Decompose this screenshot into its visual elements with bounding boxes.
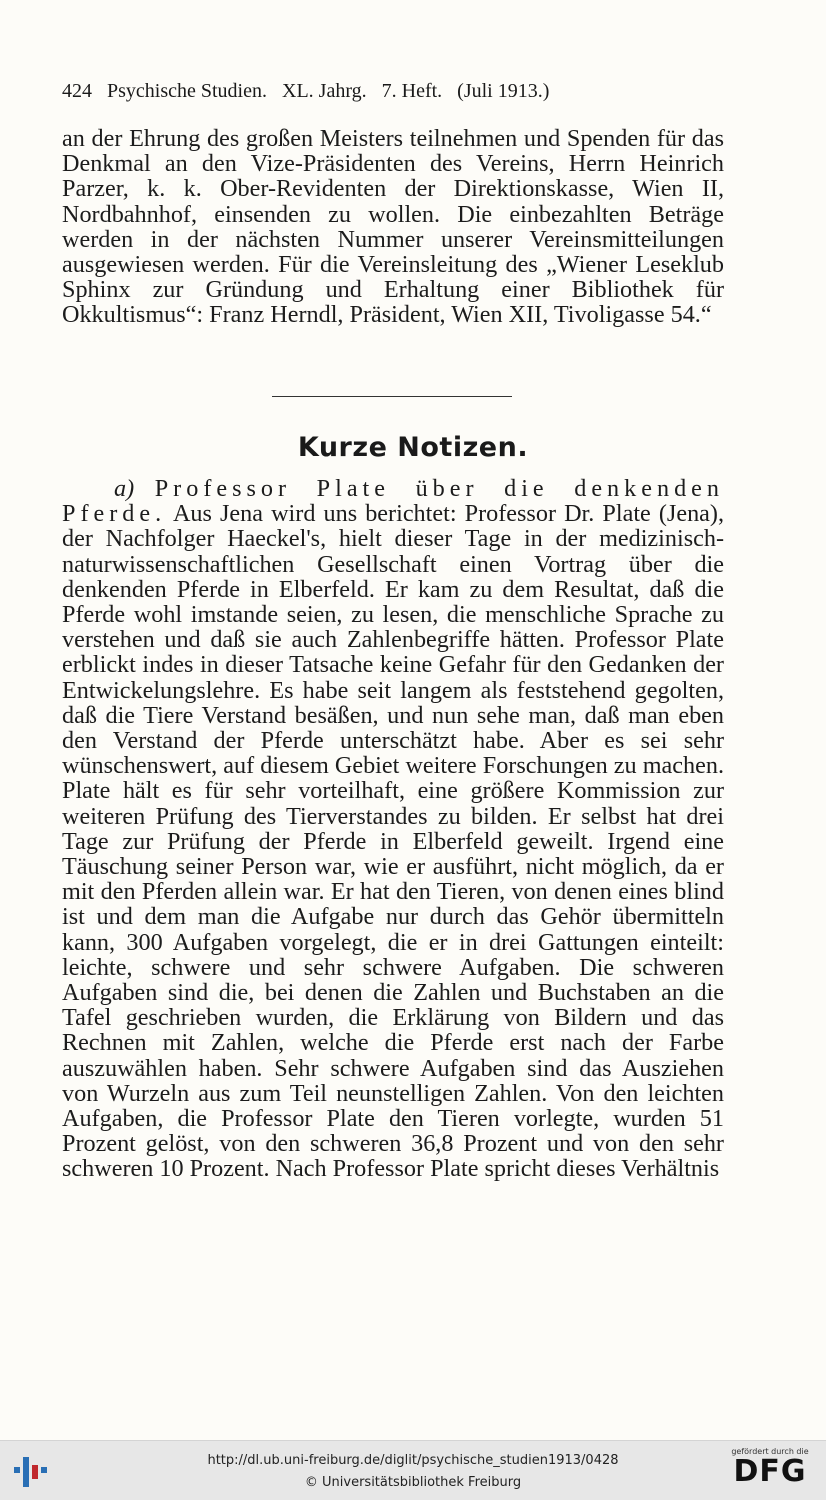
copyright-text: © Universitätsbibliothek Freiburg <box>304 1475 522 1490</box>
article-label: a) <box>114 475 135 502</box>
page-number: 424 <box>62 80 92 102</box>
article-body: Aus Jena wird uns berichtet: Professor Dr. Plate (Jena), der Nachfolger Haeckel's, hielt dieser Tage in der medizinisch-naturwissenschaftlichen Gesellschaft einen Vortrag über die denkenden Pferde in Elberfeld. Er kam zu dem Resultat, daß die Pferde wohl imstande seien, zu lesen, die menschliche Sprache zu verstehen und daß sie auch Zahlenbegriffe hätten. Professor Plate erblickt indes in dieser Tatsache keine Gefahr für den Gedanken der Entwickelungslehre. Es habe seit langem als feststehend gegolten, daß die Tiere Verstand besäßen, und nun sehe man, daß man eben den Verstand der Pferde unterschätzt habe. Aber es sei sehr wünschenswert, auf diesem Gebiet weitere Forschungen zu machen. Plate hält es für sehr vorteilhaft, eine größere Kommission zur weiteren Prüfung des Tierverstandes zu bilden. Er selbst hat drei Tage zur Prüfung der Pferde in Elberfeld geweilt. Irgend eine Täuschung seiner Person war, wie er ausführt, nicht möglich, da er mit den Pferden allein war. Er hat den Tieren, von denen eines blind ist und dem man die Aufgabe nur durch das Gehör übermitteln kann, 300 Aufgaben vorgelegt, die er in drei Gattungen einteilt: leichte, schwere und sehr schwere Aufgaben. Die schweren Aufgaben sind die, bei denen die Zahlen und Buchstaben an die Tafel geschrieben wurden, die Erklärung von Bildern und das Rechnen mit Zahlen, welche die Pferde erst nach der Farbe auszuwählen haben. Sehr schwere Aufgaben sind das Ausziehen von Wurzeln aus zum Teil neunstelligen Zahlen. Von den leichten Aufgaben, die Professor Plate den Tieren vorlegte, wurden 51 Prozent gelöst, von den schweren 36,8 Prozent und von den sehr schweren 10 Prozent. Nach Professor Plate spricht dieses Verhältnis <box>62 500 725 1183</box>
journal-title: Psychische Studien. <box>107 80 267 102</box>
section-title: Kurze Notizen. <box>297 432 529 463</box>
article-heading: Professor Plate über die denkenden Pferde. <box>62 475 724 528</box>
volume: XL. Jahrg. <box>282 80 367 102</box>
issue-date: (Juli 1913.) <box>457 80 550 102</box>
running-header <box>62 80 722 103</box>
source-url-link[interactable]: http://dl.ub.uni-freiburg.de/diglit/psychische_studien1913/0428 <box>207 1453 619 1468</box>
intro-paragraph: an der Ehrung des großen Meisters teilnehmen und Spenden für das Denkmal an den Vize-Präsidenten des Vereins, Herrn Heinrich Parzer, k. k. Ober-Revidenten der Direktionskasse, Wien II, Nordbahnhof, einsenden zu wollen. Die einbezahlten Beträge werden in der nächsten Nummer unserer Vereinsmitteilungen ausgewiesen werden. Für die Vereinsleitung des „Wiener Leseklub Sphinx zur Gründung und Erhaltung einer Bibliothek für Okkultismus“: Franz Herndl, Präsident, Wien XII, Tivoligasse 54.“ <box>62 125 724 329</box>
intro-paragraph-block <box>62 126 724 328</box>
section-divider <box>272 396 512 397</box>
dfg-logo <box>724 1447 816 1495</box>
dfg-wordmark: DFG <box>733 1454 807 1489</box>
article-block <box>62 476 724 1182</box>
article-paragraph <box>62 476 724 1182</box>
issue: 7. Heft. <box>381 80 443 102</box>
viewer-footer <box>0 1440 826 1500</box>
dfg-caption: gefördert durch die <box>731 1447 809 1456</box>
